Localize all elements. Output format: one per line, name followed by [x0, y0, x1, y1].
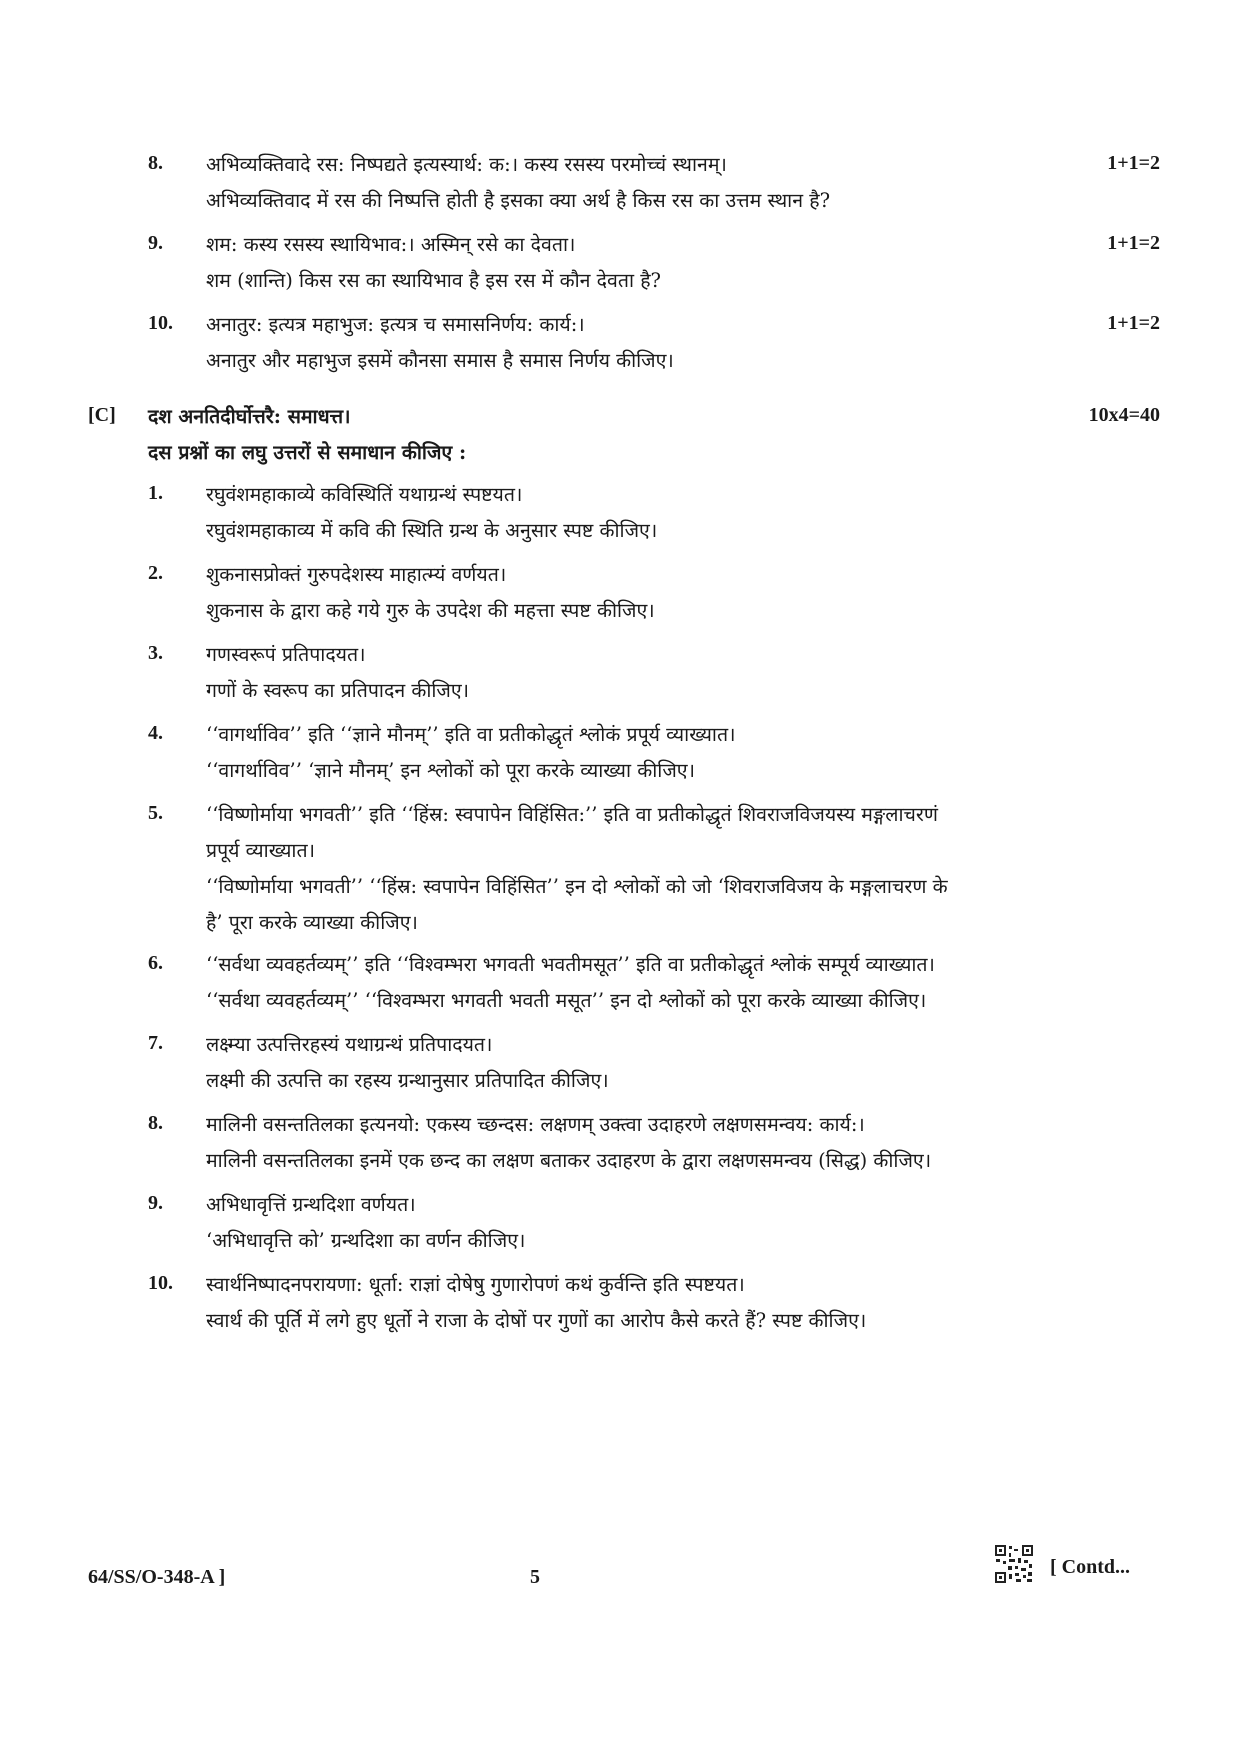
question-line: लक्ष्म्या उत्पत्तिरहस्यं यथाग्रन्थं प्रतिपादयत। — [206, 1033, 493, 1056]
question-number: 8. — [148, 152, 163, 174]
section-title-sanskrit: दश अनतिदीर्घोत्तरै: समाधत्त। — [148, 405, 351, 428]
question-sanskrit: अनातुर: इत्यत्र महाभुज: इत्यत्र च समासनिर्णय: कार्य:। — [206, 313, 585, 336]
question-number: 9. — [148, 232, 163, 254]
question-number: 2. — [148, 562, 163, 584]
continued-label: [ Contd... — [1050, 1556, 1131, 1578]
question-number: 1. — [148, 482, 163, 504]
question-line: ‘‘विष्णोर्माया भगवती’’ ‘‘हिंस्र: स्वपापेन विहिंसित’’ इन दो श्लोकों को जो ‘शिवराजविजय के मङ्गलाचरण के — [206, 875, 948, 898]
question-line: लक्ष्मी की उत्पत्ति का रहस्य ग्रन्थानुसार प्रतिपादित कीजिए। — [206, 1069, 609, 1092]
question-number: 6. — [148, 952, 163, 974]
question-line: ‘‘विष्णोर्माया भगवती’’ इति ‘‘हिंस्र: स्वपापेन विहिंसित:’’ इति वा प्रतीकोद्धृतं शिवराजविजयस्य मङ्गलाचरणं — [206, 803, 938, 826]
question-hindi: शम (शान्ति) किस रस का स्थायिभाव है इस रस में कौन देवता है? — [206, 269, 662, 292]
question-marks: 1+1=2 — [1107, 312, 1160, 334]
qr-code-icon — [994, 1544, 1034, 1584]
question-line: मालिनी वसन्ततिलका इनमें एक छन्द का लक्षण बताकर उदाहरण के द्वारा लक्षणसमन्वय (सिद्ध) कीजिए। — [206, 1149, 932, 1172]
question-line: रघुवंशमहाकाव्य में कवि की स्थिति ग्रन्थ के अनुसार स्पष्ट कीजिए। — [206, 519, 658, 542]
question-marks: 1+1=2 — [1107, 232, 1160, 254]
question-sanskrit: अभिव्यक्तिवादे रस: निष्पद्यते इत्यस्यार्थ: क:। कस्य रसस्य परमोच्चं स्थानम्। — [206, 153, 727, 176]
question-line: स्वार्थ की पूर्ति में लगे हुए धूर्तो ने राजा के दोषों पर गुणों का आरोप कैसे करते हैं? स्पष्ट कीजिए। — [206, 1309, 867, 1332]
question-number: 3. — [148, 642, 163, 664]
question-number: 5. — [148, 802, 163, 824]
question-line: स्वार्थनिष्पादनपरायणा: धूर्ता: राज्ञां दोषेषु गुणारोपणं कथं कुर्वन्ति इति स्पष्टयत। — [206, 1273, 745, 1296]
question-line: ‘‘वागर्थाविव’’ इति ‘‘ज्ञाने मौनम्’’ इति वा प्रतीकोद्धृतं श्लोकं प्रपूर्य व्याख्यात। — [206, 723, 736, 746]
question-marks: 1+1=2 — [1107, 152, 1160, 174]
question-number: 10. — [148, 312, 173, 334]
question-line: अभिधावृत्तिं ग्रन्थदिशा वर्णयत। — [206, 1193, 416, 1216]
question-hindi: अभिव्यक्तिवाद में रस की निष्पत्ति होती है इसका क्या अर्थ है किस रस का उत्तम स्थान है? — [206, 189, 831, 212]
section-label: [C] — [88, 404, 116, 426]
question-number: 8. — [148, 1112, 163, 1134]
question-hindi: अनातुर और महाभुज इसमें कौनसा समास है समास निर्णय कीजिए। — [206, 349, 674, 372]
question-line: गणों के स्वरूप का प्रतिपादन कीजिए। — [206, 679, 470, 702]
question-line: है’ पूरा करके व्याख्या कीजिए। — [206, 911, 418, 934]
question-sanskrit: शम: कस्य रसस्य स्थायिभाव:। अस्मिन् रसे का देवता। — [206, 233, 576, 256]
question-line: ‘‘सर्वथा व्यवहर्तव्यम्’’ इति ‘‘विश्वम्भरा भगवती भवतीमसूत’’ इति वा प्रतीकोद्धृतं श्लोकं सम्पूर्य व्याख्यात। — [206, 953, 935, 976]
question-line: ‘अभिधावृत्ति को’ ग्रन्थदिशा का वर्णन कीजिए। — [206, 1229, 526, 1252]
question-line: ‘‘वागर्थाविव’’ ‘ज्ञाने मौनम्’ इन श्लोकों को पूरा करके व्याख्या कीजिए। — [206, 759, 695, 782]
question-number: 10. — [148, 1272, 173, 1294]
question-number: 7. — [148, 1032, 163, 1054]
question-line: प्रपूर्य व्याख्यात। — [206, 839, 315, 862]
paper-code: 64/SS/O-348-A ] — [88, 1566, 226, 1588]
question-line: ‘‘सर्वथा व्यवहर्तव्यम्’’ ‘‘विश्वम्भरा भगवती भवती मसूत’’ इन दो श्लोकों को पूरा करके व्याख्या कीजिए। — [206, 989, 927, 1012]
question-line: शुकनास के द्वारा कहे गये गुरु के उपदेश की महत्ता स्पष्ट कीजिए। — [206, 599, 655, 622]
question-line: मालिनी वसन्ततिलका इत्यनयो: एकस्य च्छन्दस: लक्षणम् उक्त्वा उदाहरणे लक्षणसमन्वय: कार्य:। — [206, 1113, 865, 1136]
section-marks: 10x4=40 — [1088, 404, 1160, 426]
question-line: रघुवंशमहाकाव्ये कविस्थितिं यथाग्रन्थं स्पष्टयत। — [206, 483, 523, 506]
page-number: 5 — [530, 1566, 540, 1588]
section-title-hindi: दस प्रश्नों का लघु उत्तरों से समाधान कीजिए : — [148, 441, 467, 464]
question-line: गणस्वरूपं प्रतिपादयत। — [206, 643, 366, 666]
question-line: शुकनासप्रोक्तं गुरुपदेशस्य माहात्म्यं वर्णयत। — [206, 563, 507, 586]
question-number: 4. — [148, 722, 163, 744]
question-number: 9. — [148, 1192, 163, 1214]
